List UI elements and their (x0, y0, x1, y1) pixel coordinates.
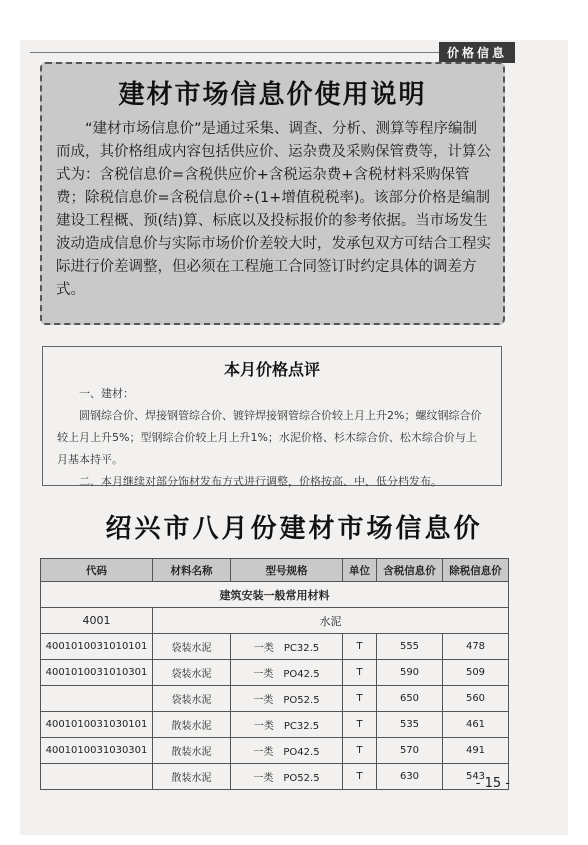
cell-notax-price: 543 (443, 764, 509, 790)
table-header-row (41, 559, 509, 582)
usage-notice-box (40, 62, 505, 325)
cell-spec: 一类 PO42.5 (231, 738, 343, 764)
cell-notax-price: 478 (443, 634, 509, 660)
page-number: - 15 - (475, 776, 510, 791)
cell-notax-price: 560 (443, 686, 509, 712)
group-row (41, 608, 509, 634)
cell-code (41, 764, 153, 790)
table-row (41, 686, 509, 712)
review-body (57, 383, 487, 493)
cell-code (41, 686, 153, 712)
table-row (41, 738, 509, 764)
table-row (41, 660, 509, 686)
cell-spec: 一类 PO42.5 (231, 660, 343, 686)
col-header-name: 材料名称 (153, 559, 231, 582)
header-rule (30, 52, 508, 53)
cell-tax-price: 590 (377, 660, 443, 686)
group-name: 水泥 (153, 608, 509, 634)
cell-code: 4001010031030101 (41, 712, 153, 738)
cell-unit: T (343, 634, 377, 660)
monthly-review-box (42, 346, 502, 486)
review-line: 圆钢综合价、焊接钢管综合价、镀锌焊接钢管综合价较上月上升2%；螺纹钢综合价较上月上升5%；型钢综合价较上月上升1%；水泥价格、杉木综合价、松木综合价与上月基本持平。 (57, 409, 482, 466)
cell-unit: T (343, 712, 377, 738)
group-code: 4001 (41, 608, 153, 634)
col-header-spec: 型号规格 (231, 559, 343, 582)
cell-name: 袋装水泥 (153, 634, 231, 660)
section-row (41, 582, 509, 608)
cell-name: 袋装水泥 (153, 686, 231, 712)
cell-tax-price: 630 (377, 764, 443, 790)
cell-code: 4001010031010101 (41, 634, 153, 660)
cell-code: 4001010031010301 (41, 660, 153, 686)
cell-notax-price: 491 (443, 738, 509, 764)
cell-code: 4001010031030301 (41, 738, 153, 764)
table-row (41, 764, 509, 790)
cell-name: 散装水泥 (153, 764, 231, 790)
col-header-code: 代码 (41, 559, 153, 582)
cell-unit: T (343, 660, 377, 686)
table-row (41, 634, 509, 660)
cell-spec: 一类 PO52.5 (231, 686, 343, 712)
review-line: 一、建材： (79, 387, 134, 400)
notice-title: 建材市场信息价使用说明 (118, 80, 427, 110)
cell-name: 袋装水泥 (153, 660, 231, 686)
cell-tax-price: 570 (377, 738, 443, 764)
cell-tax-price: 535 (377, 712, 443, 738)
cell-tax-price: 650 (377, 686, 443, 712)
cell-notax-price: 461 (443, 712, 509, 738)
cell-notax-price: 509 (443, 660, 509, 686)
notice-body: “建材市场信息价”是通过采集、调查、分析、测算等程序编制而成，其价格组成内容包括供应价、运杂费及采购保管费等，计算公式为：含税信息价=含税供应价+含税运杂费+含税材料采购保管费；除税信息价=含税信息价÷(1+增值税税率)。该部分价格是编制建设工程概、预(结)算、标底以及投标报价的参考依据。当市场发生波动造成信息价与实际市场价价差较大时，发承包双方可结合工程实际进行价差调整，但必须在工程施工合同签订时约定具体的调差方式。 (56, 121, 491, 298)
cell-spec: 一类 PC32.5 (231, 634, 343, 660)
price-table (40, 558, 509, 790)
cell-unit: T (343, 686, 377, 712)
review-line: 二、本月继续对部分饰材发布方式进行调整，价格按高、中、低分档发布。 (79, 475, 442, 488)
cell-name: 散装水泥 (153, 712, 231, 738)
section-tag: 价格信息 (439, 42, 515, 63)
cell-spec: 一类 PO52.5 (231, 764, 343, 790)
cell-spec: 一类 PC32.5 (231, 712, 343, 738)
cell-unit: T (343, 764, 377, 790)
cell-unit: T (343, 738, 377, 764)
price-table-title: 绍兴市八月份建材市场信息价 (105, 514, 483, 544)
cell-name: 散装水泥 (153, 738, 231, 764)
col-header-unit: 单位 (343, 559, 377, 582)
section-label: 建筑安装一般常用材料 (41, 582, 509, 608)
table-row (41, 712, 509, 738)
col-header-tax-price: 含税信息价 (377, 559, 443, 582)
col-header-notax-price: 除税信息价 (443, 559, 509, 582)
review-title: 本月价格点评 (223, 360, 320, 379)
cell-tax-price: 555 (377, 634, 443, 660)
